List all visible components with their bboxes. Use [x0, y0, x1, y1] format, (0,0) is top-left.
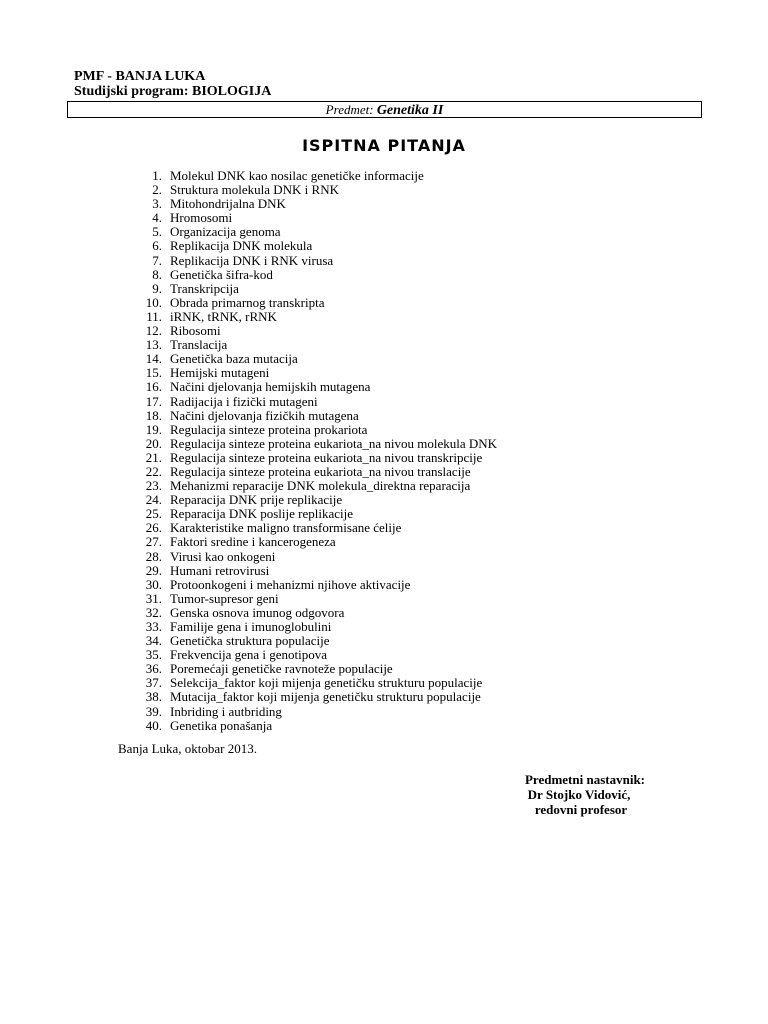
question-text: Faktori sredine i kancerogeneza [170, 534, 336, 550]
question-text: Karakteristike maligno transformisane ćelije [170, 520, 402, 536]
question-number: 1. [152, 168, 162, 183]
question-text: Selekcija_faktor koji mijenja genetičku strukturu populacije [170, 675, 483, 691]
question-number: 5. [152, 224, 162, 240]
question-number: 37. [145, 675, 162, 691]
question-number: 29. [145, 562, 162, 578]
page-title: ISPITNA PITANJA [302, 136, 466, 155]
question-text: Regulacija sinteze proteina prokariota [170, 421, 368, 437]
question-text: Genetička baza mutacija [170, 351, 298, 367]
question-number: 2. [152, 182, 162, 198]
question-number: 26. [145, 520, 162, 536]
question-number: 38. [145, 689, 162, 705]
question-number: 11. [146, 308, 162, 324]
question-number: 6. [152, 238, 162, 254]
question-text: Virusi kao onkogeni [170, 548, 276, 564]
question-text: Familije gena i imunoglobulini [170, 619, 332, 634]
question-number: 3. [152, 196, 162, 212]
question-number: 21. [145, 449, 162, 465]
question-text: Transkripcija [170, 280, 239, 296]
question-number: 20. [145, 435, 162, 451]
question-number: 39. [145, 703, 162, 719]
question-text: Protoonkogeni i mehanizmi njihove aktivacije [170, 576, 411, 592]
question-text: Replikacija DNK molekula [170, 238, 313, 254]
program-heading: Studijski program: BIOLOGIJA [74, 84, 272, 99]
subject-value: Genetika II [376, 103, 444, 118]
question-text: Ribosomi [170, 323, 221, 339]
question-text: Frekvencija gena i genotipova [170, 647, 328, 663]
question-text: Reparacija DNK poslije replikacije [170, 506, 354, 522]
question-number: 30. [145, 576, 162, 592]
question-text: Genetička struktura populacije [170, 633, 330, 649]
question-number: 25. [145, 506, 162, 522]
question-text: Genetika ponašanja [170, 717, 273, 733]
question-number: 15. [145, 365, 162, 381]
question-text: Molekul DNK kao nosilac genetičke informacije [170, 168, 424, 183]
question-number: 24. [145, 492, 162, 508]
question-number: 33. [145, 619, 162, 634]
question-text: Struktura molekula DNK i RNK [170, 182, 339, 198]
question-number: 35. [145, 647, 162, 663]
question-number: 14. [145, 351, 162, 367]
question-text: Replikacija DNK i RNK virusa [170, 252, 334, 268]
institution-heading: PMF - BANJA LUKA [74, 69, 206, 84]
question-number: 10. [145, 294, 162, 310]
question-text: Radijacija i fizički mutageni [170, 393, 318, 409]
question-number: 19. [145, 421, 162, 437]
question-number: 23. [145, 478, 162, 494]
question-text: Mehanizmi reparacije DNK molekula_direktna reparacija [170, 478, 471, 494]
question-number: 34. [145, 633, 162, 649]
question-text: Mitohondrijalna DNK [170, 196, 286, 212]
question-number: 18. [145, 407, 162, 423]
question-text: Translacija [170, 337, 228, 353]
question-number: 13. [145, 337, 162, 353]
question-number: 4. [152, 210, 162, 226]
question-text: Genska osnova imunog odgovora [170, 604, 345, 620]
question-number: 17. [145, 393, 162, 409]
question-text: Tumor-supresor geni [170, 590, 279, 606]
question-number: 28. [145, 548, 162, 564]
question-text: Reparacija DNK prije replikacije [170, 492, 343, 508]
question-text: Regulacija sinteze proteina eukariota_na nivou transkripcije [170, 449, 483, 465]
place-date: Banja Luka, oktobar 2013. [118, 741, 257, 756]
question-text: Hromosomi [170, 210, 233, 226]
signature-title: redovni profesor [534, 802, 628, 817]
question-text: Obrada primarnog transkripta [170, 294, 325, 310]
question-text: Hemijski mutageni [170, 365, 270, 381]
signature-name: Dr Stojko Vidović, [527, 787, 631, 802]
question-text: Mutacija_faktor koji mijenja genetičku strukturu populacije [170, 689, 481, 705]
subject-box [67, 101, 702, 118]
question-number: 31. [145, 590, 162, 606]
question-text: Poremećaji genetičke ravnoteže populacije [170, 661, 393, 677]
question-number: 12. [145, 323, 162, 339]
question-text: iRNK, tRNK, rRNK [170, 308, 277, 324]
question-text: Humani retrovirusi [170, 562, 270, 578]
question-text: Regulacija sinteze proteina eukariota_na nivou translacije [170, 463, 471, 479]
question-number: 9. [152, 280, 162, 296]
question-text: Načini djelovanja fizičkih mutagena [170, 407, 359, 423]
signature-role: Predmetni nastavnik: [524, 772, 645, 787]
question-number: 8. [152, 266, 162, 282]
question-number: 7. [152, 252, 162, 268]
question-number: 22. [145, 463, 162, 479]
question-text: Inbriding i autbriding [170, 703, 282, 719]
question-text: Genetička šifra-kod [170, 266, 273, 282]
question-number: 36. [145, 661, 162, 677]
question-number: 27. [145, 534, 162, 550]
question-text: Organizacija genoma [170, 224, 281, 240]
question-number: 32. [145, 604, 162, 620]
question-text: Regulacija sinteze proteina eukariota_na nivou molekula DNK [170, 435, 498, 451]
question-number: 16. [145, 379, 162, 395]
question-number: 40. [145, 717, 162, 733]
subject-label: Predmet: [325, 102, 374, 117]
question-text: Načini djelovanja hemijskih mutagena [170, 379, 371, 395]
